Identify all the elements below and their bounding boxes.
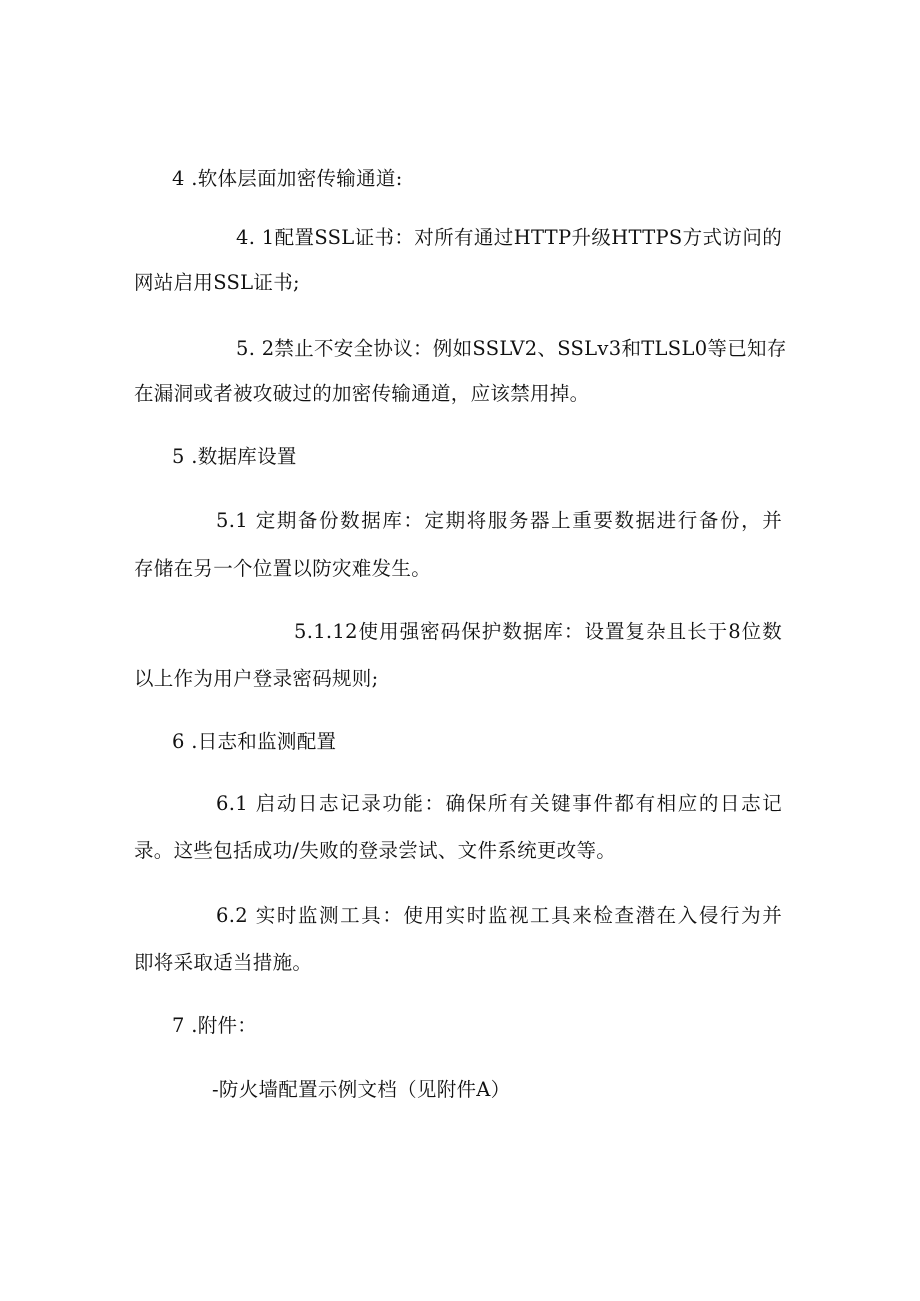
- section-5-1-12-line-1: 5.1.12使用强密码保护数据库：设置复杂且长于8位数: [294, 620, 782, 643]
- section-6-1-line-2: 录。这些包括成功/失败的登录尝试、文件系统更改等。: [134, 839, 617, 862]
- section-4-2-line-1: 5. 2禁止不安全协议：例如SSLV2、SSLv3和TLSL0等已知存: [236, 337, 787, 360]
- attachment-item: -防火墙配置示例文档（见附件A）: [212, 1078, 511, 1101]
- section-5-1-12-line-2: 以上作为用户登录密码规则;: [134, 667, 379, 690]
- section-4-heading: 4 .软体层面加密传输通道:: [172, 167, 403, 190]
- section-6-2-line-1: 6.2 实时监测工具：使用实时监视工具来检查潜在入侵行为并: [216, 904, 782, 927]
- section-5-1-line-1: 5.1 定期备份数据库：定期将服务器上重要数据进行备份，并: [216, 509, 782, 532]
- section-4-2-line-2: 在漏洞或者被攻破过的加密传输通道，应该禁用掉。: [134, 382, 590, 405]
- section-4-1-line-2: 网站启用SSL证书;: [134, 271, 300, 294]
- section-4-1-line-1: 4. 1配置SSL证书：对所有通过HTTP升级HTTPS方式访问的: [236, 226, 782, 249]
- section-5-heading: 5 .数据库设置: [172, 445, 297, 468]
- section-6-2-line-2: 即将采取适当措施。: [134, 951, 313, 974]
- section-6-heading: 6 .日志和监测配置: [172, 730, 337, 753]
- section-7-heading: 7 .附件：: [172, 1014, 258, 1037]
- section-6-1-line-1: 6.1 启动日志记录功能：确保所有关键事件都有相应的日志记: [216, 792, 782, 815]
- section-5-1-line-2: 存储在另一个位置以防灾难发生。: [134, 557, 432, 580]
